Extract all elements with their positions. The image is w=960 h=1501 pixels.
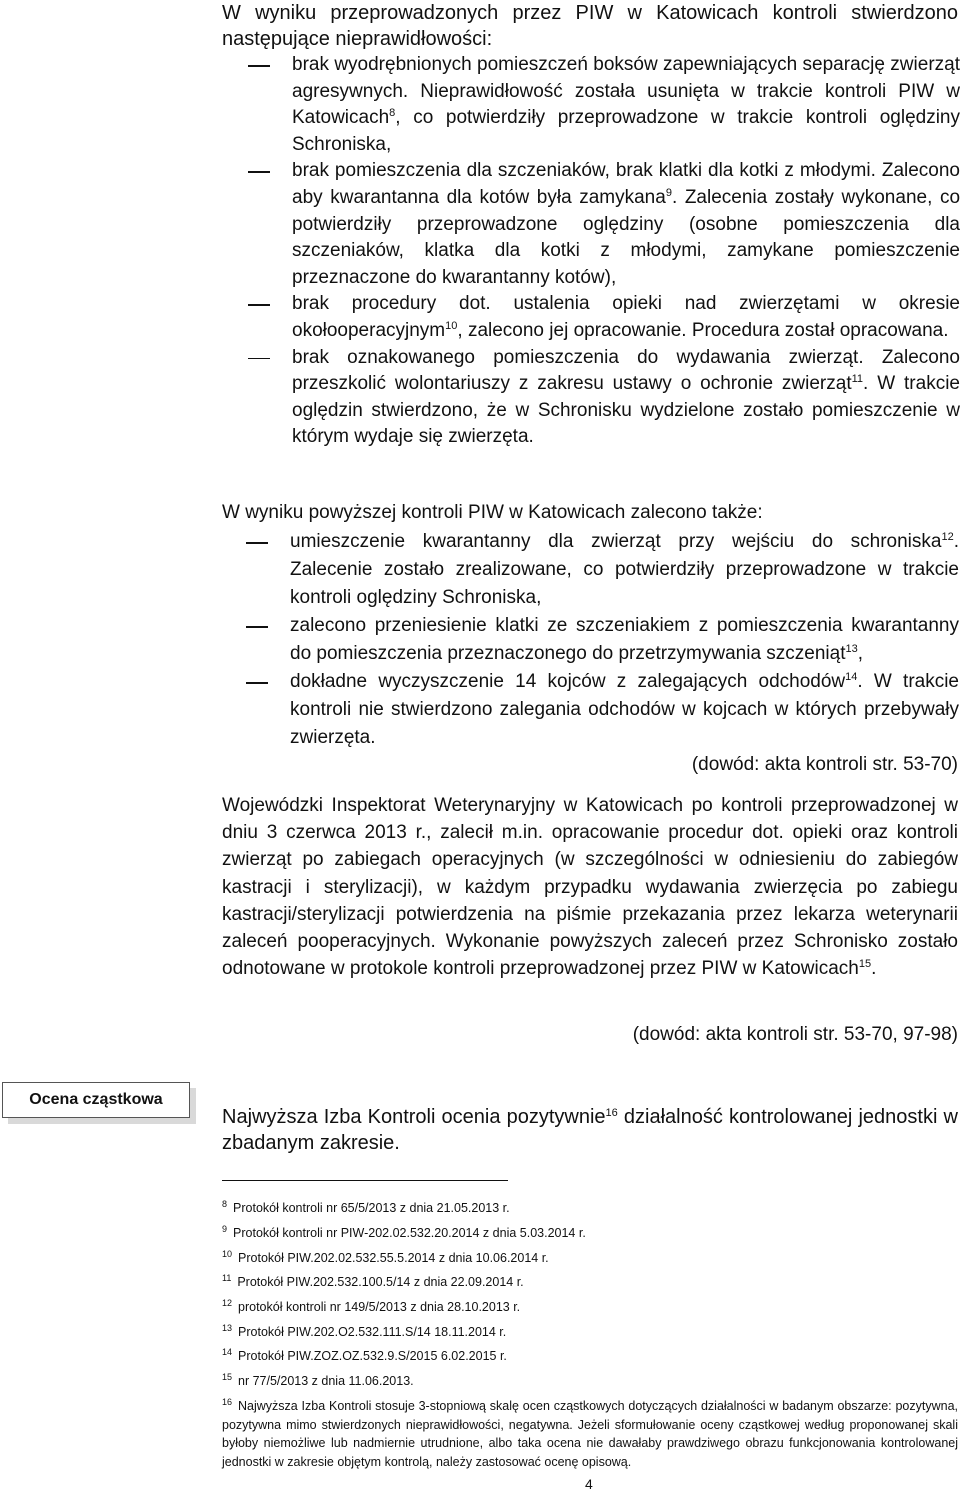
recommendations-list [246,528,959,752]
footnote-separator [222,1180,508,1181]
footnote: $^8$ Protokół kontroli nr 65/5/2013 z dnia 21.05.2013 r. [222,1199,510,1215]
footnote-ref[interactable]: 14 [845,671,858,683]
footnote: $^{11}$ Protokół PIW.202.532.100.5/14 z dnia 22.09.2014 r. [222,1273,524,1289]
assessment-label-box [0,1080,205,1128]
footnote: $^{15}$ nr 77/5/2013 z dnia 11.06.2013. [222,1372,414,1388]
footnote-ref[interactable]: 13 [845,643,858,655]
list-item: brak wyodrębnionych pomieszczeń boksów zapewniających separację zwierząt agresywnych. Nieprawidłowość została usunięta w trakcie kontroli PIW w Katowicach$^8$, co potwierdziły przeprowadzone w trakcie kontroli oględziny Schroniska, [248,52,960,158]
footnote-ref[interactable]: 15 [858,958,872,971]
footnote-ref[interactable]: 12 [941,531,954,543]
page-number: 4 [585,1476,593,1492]
inspectorate-paragraph: Wojewódzki Inspektorat Weterynaryjny w Katowicach po kontroli przeprowadzonej w dniu 3 czerwca 2013 r., zalecił m.in. opracowanie procedur dot. opieki oraz kontroli zwierząt po zabiegach operacyjnych (w szczególności w odniesieniu do zabiegów kastracji i sterylizacji), w każdym przypadku wydawania zwierzęcia po zabiegu kastracji/sterylizacji potwierdzenia na piśmie przekazania przez lekarza weterynarii zaleceń pooperacyjnych. Wykonanie powyższych zaleceń przez Schronisko zostało odnotowane w protokole kontroli przeprowadzonej przez PIW w Katowicach$^{15}$. [222,795,958,980]
intro-paragraph: W wyniku przeprowadzonych przez PIW w Katowicach kontroli stwierdzono następujące nieprawidłowości: [222,2,958,50]
footnote: $^{16}$ Najwyższa Izba Kontroli stosuje 3-stopniową skalę ocen cząstkowych dotyczących działalności w badanym obszarze: pozytywna, pozytywna mimo stwierdzonych nieprawidłowości, negatywna. Jeżeli sformułowanie oceny cząstkowej według proponowanej skali byłoby niemożliwe lub nadmiernie utrudnione, albo taka ocena nie dawałaby prawdziwego obrazu funkcjonowania kontrolowanej jednostki w zakresie objętym kontrolą, należy zastosować ocenę opisową. [222,1397,958,1469]
list-item: brak oznakowanego pomieszczenia do wydawania zwierząt. Zalecono przeszkolić wolontariuszy z zakresu ustawy o ochronie zwierząt$^{11}$. W trakcie oględzin stwierdzono, że w Schronisku wydzielone zostało pomieszczenie w którym wydaje się zwierzęta. [248,345,960,451]
footnote-ref[interactable]: 9 [665,186,672,199]
assessment-label: Ocena cząstkowa [2,1082,190,1118]
assessment-text: Najwyższa Izba Kontroli ocenia pozytywnie$^{16}$ działalność kontrolowanej jednostki w zbadanym zakresie. [222,1106,958,1154]
list-item: dokładne wyczyszczenie 14 kojców z zalegających odchodów$^{14}$. W trakcie kontroli nie stwierdzono zalegania odchodów w kojcach w których przebywały zwierzęta. [246,668,959,752]
findings-list [248,52,960,451]
footnote: $^{10}$ Protokół PIW.202.02.532.55.5.2014 z dnia 10.06.2014 r. [222,1249,549,1265]
recommendations-intro: W wyniku powyższej kontroli PIW w Katowicach zalecono także: [222,502,763,523]
footnote-ref[interactable]: 16 [605,1107,618,1119]
footnote-ref[interactable]: 10 [445,319,458,332]
list-item: brak pomieszczenia dla szczeniaków, brak klatki dla kotki z młodymi. Zalecono aby kwarantanna dla kotów była zamykana$^9$. Zalecenia zostały wykonane, co potwierdziły przeprowadzone oględziny (osobne pomieszczenia dla szczeniaków, klatka dla kotki z młodymi, zamykane pomieszczenie przeznaczone do kwarantanny kotów), [248,158,960,291]
list-item: zalecono przeniesienie klatki ze szczeniakiem z pomieszczenia kwarantanny do pomieszczenia przeznaczonego do przetrzymywania szczeniąt$^{13}$, [246,612,959,668]
footnote: $^{12}$ protokół kontroli nr 149/5/2013 z dnia 28.10.2013 r. [222,1298,521,1314]
list-item: umieszczenie kwarantanny dla zwierząt przy wejściu do schroniska$^{12}$. Zalecenie zostało zrealizowane, co potwierdziły przeprowadzone w trakcie kontroli oględziny Schroniska, [246,528,959,612]
footnote: $^9$ Protokół kontroli nr PIW-202.02.532.20.2014 z dnia 5.03.2014 r. [222,1224,586,1240]
evidence-note: (dowód: akta kontroli str. 53-70, 97-98) [632,1024,958,1045]
footnote-ref[interactable]: 11 [851,373,864,386]
list-item: brak procedury dot. ustalenia opieki nad zwierzętami w okresie okołooperacyjnym$^{10}$, zalecono jej opracowanie. Procedura został opracowana. [248,291,960,344]
evidence-note: (dowód: akta kontroli str. 53-70) [691,754,958,775]
footnote-ref[interactable]: 8 [389,107,396,120]
footnote: $^{13}$ Protokół PIW.202.O2.532.111.S/14 18.11.2014 r. [222,1323,507,1339]
footnote: $^{14}$ Protokół PIW.ZOZ.OZ.532.9.S/2015 6.02.2015 r. [222,1347,507,1363]
